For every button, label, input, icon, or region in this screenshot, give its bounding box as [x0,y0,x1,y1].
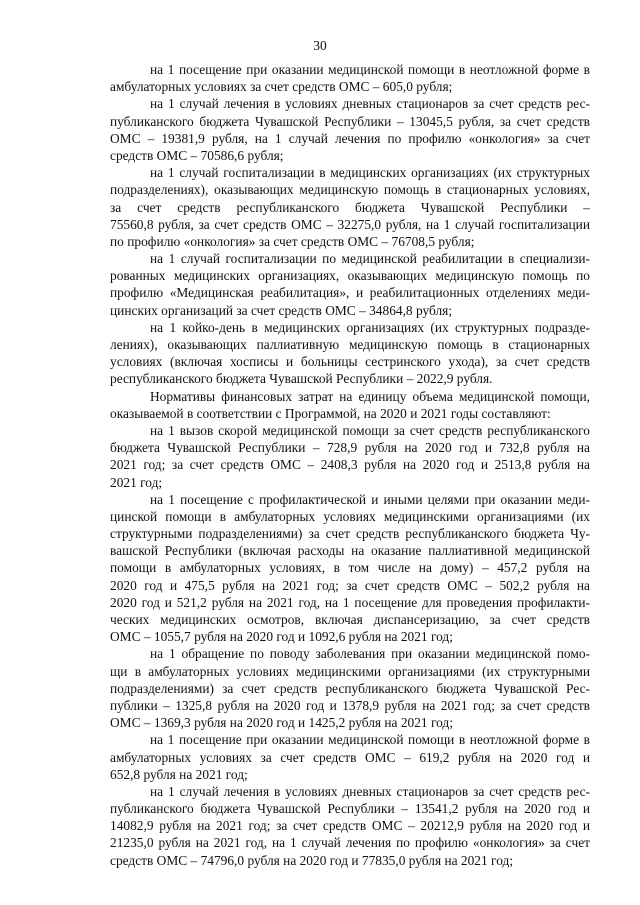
text-line: 21235,0 рубля на 2021 год, на 1 случай лечения по профилю «онкология» за счет [110,835,590,851]
text-line: оказываемой в соответствии с Программой, на 2020 и 2021 годы составляют: [110,405,551,421]
text-line: за счет средств республиканского бюджета Чувашской Республики – [110,199,590,215]
text-line: 2020 год и 475,5 рубля на 2021 год; за счет средств ОМС – 502,2 рубля на [110,577,590,593]
text-line: средств ОМС – 74796,0 рубля на 2020 год и 77835,0 рубля на 2021 год; [110,852,514,868]
text-line: 652,8 рубля на 2021 год; [110,766,248,782]
text-line: публики – 1325,8 рубля на 2020 год и 1378,9 рубля на 2021 год; за счет средств [110,697,590,713]
text-line: цинских организаций за счет средств ОМС – 34864,8 рубля; [110,302,453,318]
body-text [110,61,590,869]
text-line: подразделениях), оказывающих медицинскую помощь в стационарных условиях, [110,182,590,198]
text-line: средств ОМС – 70586,6 рубля; [110,147,284,163]
text-line: 2021 год; [110,474,163,490]
text-line: подразделениями) за счет средств республиканского бюджета Чувашской Рес- [110,680,590,696]
text-line: на 1 случай лечения в условиях дневных стационаров за счет средств рес- [150,96,590,112]
text-line: публиканского бюджета Чувашской Республики – 13541,2 рубля на 2020 год и [110,801,590,817]
text-line: республиканского бюджета Чувашской Республики – 2022,9 рубля. [110,371,493,387]
text-line: на 1 койко-день в медицинских организациях (их структурных подразде- [150,319,590,335]
text-line: 2021 год; за счет средств ОМС – 2408,3 рубля на 2020 год и 2513,8 рубля на [110,457,590,473]
text-line: амбулаторных условиях за счет средств ОМС – 619,2 рубля на 2020 год и [110,749,590,765]
text-line: амбулаторных условиях за счет средств ОМС – 605,0 рубля; [110,79,453,95]
text-line: на 1 вызов скорой медицинской помощи за счет средств республиканского [150,422,590,438]
text-line: на 1 посещение при оказании медицинской помощи в неотложной форме в [150,62,590,77]
text-line: 2020 год и 521,2 рубля на 2021 год, на 1 посещение для проведения профилакти- [110,594,590,610]
text-line: условиях (включая хосписы и больницы сестринского ухода), за счет средств [110,354,590,370]
text-line: на 1 случай госпитализации по медицинской реабилитации в специализи- [150,251,590,267]
text-line: на 1 посещение при оказании медицинской помощи в неотложной форме в [150,732,590,748]
text-line: помощи в амбулаторных условиях, в том числе на дому) – 457,2 рубля на [110,560,590,576]
text-line: по профилю «онкология» за счет средств ОМС – 76708,5 рубля; [110,233,475,249]
text-line: цинской помощи в амбулаторных условиях медицинскими организациями (их [110,508,590,524]
text-line: 14082,9 рубля на 2021 год; за счет средств ОМС – 20212,9 рубля на 2020 год и [110,818,590,834]
page-number: 30 [313,38,327,53]
text-line: на 1 случай лечения в условиях дневных стационаров за счет средств рес- [150,783,590,799]
text-line: структурными подразделениями) за счет средств республиканского бюджета Чу- [110,526,590,542]
text-line: на 1 случай госпитализации в медицинских организациях (их структурных [150,165,590,181]
text-line: 75560,8 рубля, за счет средств ОМС – 32275,0 рубля, на 1 случай госпитализации [110,216,590,232]
text-line: ОМС – 1369,3 рубля на 2020 год и 1425,2 рубля на 2021 год; [110,715,453,731]
text-line: бюджета Чувашской Республики – 728,9 рубля на 2020 год и 732,8 рубля на [110,440,590,456]
text-line: Нормативы финансовых затрат на единицу объема медицинской помощи, [150,388,590,404]
text-line: профилю «Медицинская реабилитация», и реабилитационных отделениях меди- [110,285,590,301]
text-line: вашской Республики (включая расходы на оказание паллиативной медицинской [110,543,590,559]
text-line: ческих медицинских осмотров, включая диспансеризацию, за счет средств [110,612,590,627]
text-line: лениях), оказывающих паллиативную медицинскую помощь в стационарных [110,337,590,352]
text-line: на 1 обращение по поводу заболевания при оказании медицинской помо- [150,646,590,662]
text-line: на 1 посещение с профилактической и иными целями при оказании меди- [150,491,590,507]
text-line: щи в амбулаторных условиях медицинскими организациями (их структурными [110,663,590,679]
text-line: ОМС – 1055,7 рубля на 2020 год и 1092,6 рубля на 2021 год; [110,629,453,645]
text-line: публиканского бюджета Чувашской Республики – 13045,5 рубля, за счет средств [110,113,590,129]
text-line: ОМС – 19381,9 рубля, на 1 случай лечения по профилю «онкология» за счет [110,130,590,146]
text-line: рованных медицинских организациях, оказывающих медицинскую помощь по [110,268,590,284]
